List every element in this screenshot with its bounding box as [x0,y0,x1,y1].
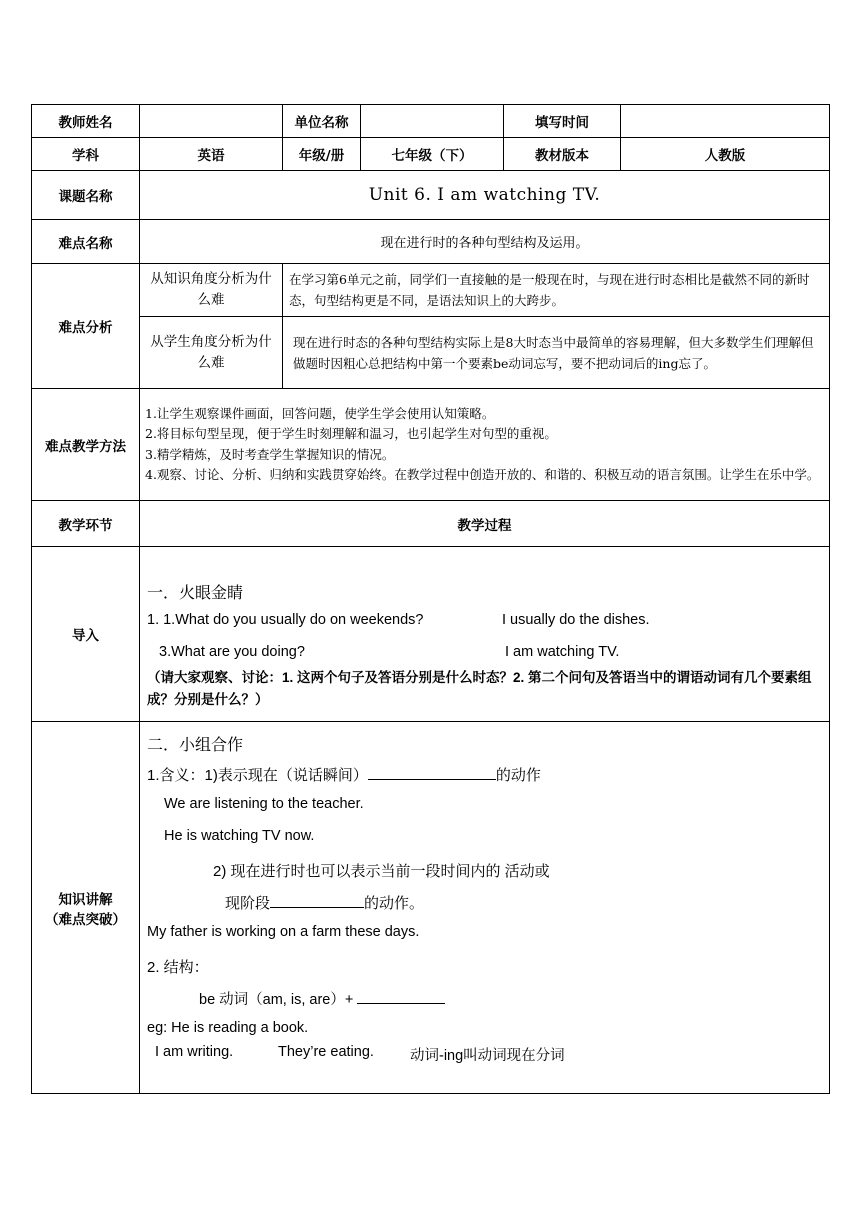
analysis-label: 难点分析 [32,264,140,389]
difficulty-label: 难点名称 [32,220,140,264]
example-6: 动词-ing叫动词现在分词 [410,1048,565,1064]
intro-question-2: 3.What are you doing? [159,644,305,660]
row-knowledge [32,722,830,1094]
example-2: He is watching TV now. [164,828,315,844]
unit-value [361,105,504,138]
row-subject [32,138,830,171]
fill-time-label: 填写时间 [504,105,621,138]
meaning-suffix: 的动作 [495,767,541,784]
methods-item: 1.让学生观察课件画面，回答问题，使学生学会使用认知策略。 [145,405,495,421]
row-methods [32,389,830,501]
example-1: We are listening to the teacher. [164,796,364,812]
intro-label: 导入 [32,547,140,722]
difficulty-value: 现在进行时的各种句型结构及运用。 [140,220,830,264]
knowledge-label [32,722,140,1094]
lesson-plan [31,104,829,1094]
example-4: I am writing. [155,1044,234,1060]
row-analysis-student [32,317,830,389]
knowledge-label-line2: （难点突破） [45,911,126,928]
methods-list [140,389,830,501]
teacher-name-value [140,105,283,138]
knowledge-title: 二．小组合作 [147,737,244,754]
intro-title: 一．火眼金睛 [147,585,244,602]
structure-blank[interactable] [357,989,445,1004]
knowledge-label-line1: 知识讲解 [58,891,113,908]
intro-question-1: 1. 1.What do you usually do on weekends? [147,612,424,628]
meaning-prefix: 1.含义：1)表示现在（说话瞬间） [147,767,368,784]
intro-answer-2: I am watching TV. [505,644,620,660]
stage-label: 教学环节 [32,501,140,547]
process-label: 教学过程 [140,501,830,547]
row-analysis-knowledge [32,264,830,317]
lesson-label: 课题名称 [32,171,140,220]
intro-content [140,547,830,722]
methods-item: 4.观察、讨论、分析、归纳和实践贯穿始终。在教学过程中创造开放的、和谐的、积极互动的语言氛围。让学生在乐中学。 [145,467,820,482]
methods-item: 3.精学精炼，及时考查学生掌握知识的情况。 [145,446,395,462]
methods-item: 2.将目标句型呈现，便于学生时刻理解和温习，也引起学生对句型的重视。 [145,426,557,441]
meaning-blank-2[interactable] [270,893,364,908]
fill-time-value [621,105,830,138]
row-process-header [32,501,830,547]
row-lesson [32,171,830,220]
meaning-line-2b [225,892,424,913]
row-difficulty [32,220,830,264]
unit-label: 单位名称 [283,105,361,138]
structure-formula-text: be 动词（am, is, are）+ [199,992,358,1008]
grade-label: 年级/册 [283,138,361,171]
teacher-name-label: 教师姓名 [32,105,140,138]
student-angle-label: 从学生角度分析为什么难 [140,317,283,389]
meaning2b-suffix: 的动作。 [364,895,425,912]
edition-value: 人教版 [621,138,830,171]
grade-value: 七年级（下） [361,138,504,171]
knowledge-angle-text: 在学习第6单元之前，同学们一直接触的是一般现在时，与现在进行时态相比是截然不同的新时态，句型结构更是不同，是语法知识上的大跨步。 [283,264,830,317]
example-3: My father is working on a farm these days. [147,924,420,940]
meaning-blank-1[interactable] [368,765,496,780]
methods-label: 难点教学方法 [32,389,140,501]
eg-line: eg: He is reading a book. [147,1020,309,1036]
example-5: They’re eating. [278,1044,374,1060]
lesson-plan-table [31,104,830,1094]
subject-value: 英语 [140,138,283,171]
subject-label: 学科 [32,138,140,171]
intro-discussion-note: （请大家观察、讨论：1. 这两个句子及答语分别是什么时态？2. 第二个问句及答语当中的谓语动词有几个要素组成？分别是什么？） [147,670,812,707]
knowledge-content [140,722,830,1094]
meaning-line-1 [147,764,541,785]
student-angle-text: 现在进行时态的各种句型结构实际上是8大时态当中最简单的容易理解，但大多数学生们理解但做题时因粗心总把结构中第一个要素be动词忘写，要不把动词后的ing忘了。 [283,317,830,389]
knowledge-angle-label: 从知识角度分析为什么难 [140,264,283,317]
intro-answer-1: I usually do the dishes. [502,612,650,628]
row-intro [32,547,830,722]
meaning-line-2: 2) 现在进行时也可以表示当前一段时间内的 活动或 [213,863,550,880]
meaning2b-prefix: 现阶段 [225,895,271,912]
lesson-title: Unit 6. I am watching TV. [140,171,830,220]
edition-label: 教材版本 [504,138,621,171]
row-teacher [32,105,830,138]
structure-formula [199,988,445,1009]
structure-label: 2. 结构： [147,959,209,976]
